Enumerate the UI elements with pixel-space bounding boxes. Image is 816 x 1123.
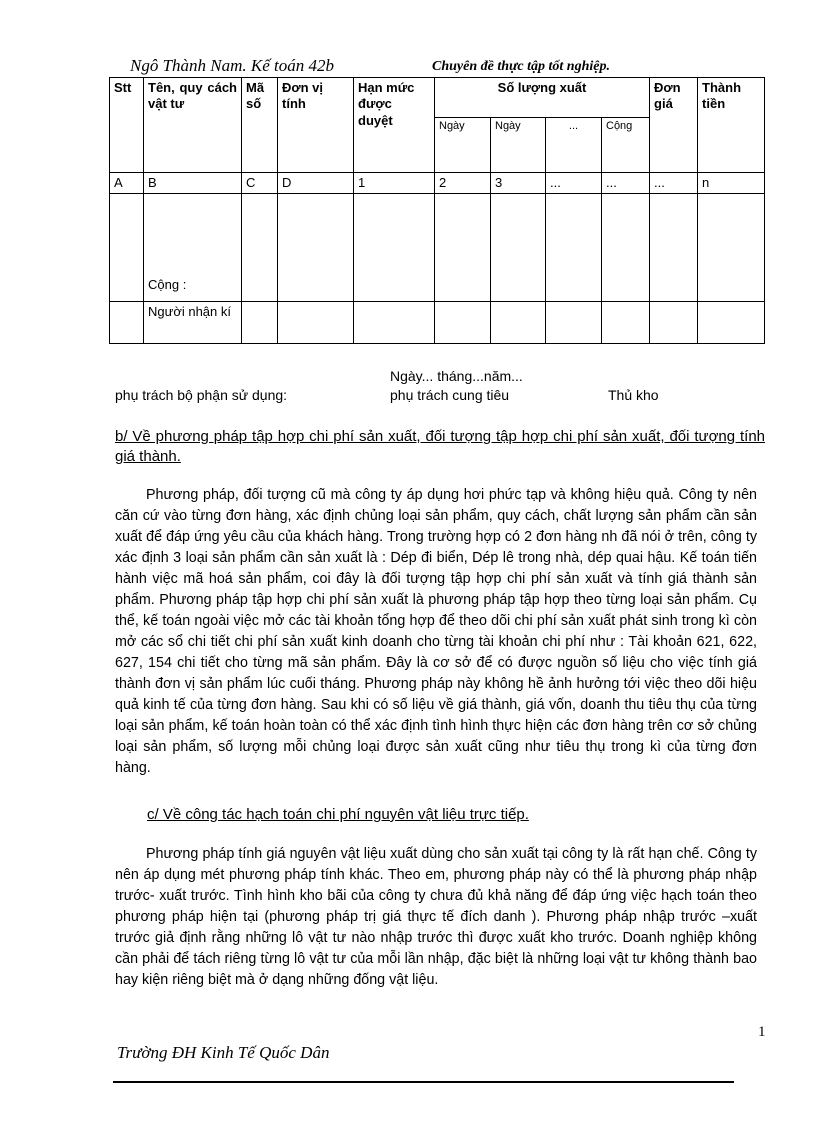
footer-university: Trường ĐH Kinh Tế Quốc Dân xyxy=(117,1043,330,1062)
header-author: Ngô Thành Nam. Kế toán 42b xyxy=(130,56,335,75)
date-line: Ngày... tháng...năm... xyxy=(390,368,523,384)
page-number: 1 xyxy=(758,1024,766,1040)
code-cell: A xyxy=(110,173,144,194)
code-cell: ... xyxy=(546,173,602,194)
signature-supply: phụ trách cung tiêu xyxy=(390,387,510,403)
code-cell: 2 xyxy=(435,173,491,194)
section-c-paragraph: Phương pháp tính giá nguyên vật liệu xuất dùng cho sản xuất tại công ty là rất hạn chế. Công ty nên áp dụng mét phương pháp tính khác. Theo em, phương pháp này có thể là phương pháp nhập trước- xuất trước. Tình hình kho bãi của công ty chưa đủ khả năng để đáp ứng việc hạch toán theo phương pháp hiện tại (phương pháp trị giá thực tế đích danh ). Phương pháp nhập trước –xuất trước giả định rằng những lô vật tư nào nhập trước thì được xuất kho trước. Doanh nghiệp không cần phải để tách riêng từng lô vật tư của mỗi lần nhập, đặc biệt là những loại vật tư không thành bao hay kiện riêng biệt mà ở dạng những đống vật liệu. xyxy=(115,846,757,988)
subheader-day-2: Ngày xyxy=(491,118,546,173)
col-header-name: Tên, quy cách vật tư xyxy=(144,78,242,173)
code-cell: 1 xyxy=(354,173,435,194)
subheader-total: Cộng xyxy=(602,118,650,173)
code-cell: ... xyxy=(602,173,650,194)
section-b-heading: b/ Về phương pháp tập hợp chi phí sản xuất, đối tượng tập hợp chi phí sản xuất, đối tượng tính giá thành. xyxy=(115,428,765,465)
section-b-paragraph: Phương pháp, đối tượng cũ mà công ty áp dụng hơi phức tạp và không hiệu quả. Công ty nên căn cứ vào từng đơn hàng, xác định chủng loại sản phẩm, quy cách, chất lượng sản phẩm cần sản xuất để đáp ứng yêu cầu của khách hàng. Trong trường hợp có 2 đơn hàng nh đã nói ở trên, công ty xác định 3 loại sản phẩm cần sản xuất là : Dép đi biển, Dép lê trong nhà, dép quai hậu. Kế toán tiến hành việc mã hoá sản phẩm, coi đây là đối tượng tập hợp chi phí sản xuất và tính giá thành sản phẩm. Phương pháp tập hợp chi phí sản xuất là phương pháp tập hợp theo từng loại sản phẩm. Cụ thể, kế toán ngoài việc mở các tài khoản tổng hợp để theo dõi chi phí sản xuất phát sinh trong kì còn mở các sổ chi tiết chi phí sản xuất kinh doanh cho từng tài khoản chi phí như : Tài khoản 621, 622, 627, 154 chi tiết cho từng mã sản phẩm. Đây là cơ sở để có được nguồn số liệu cho việc tính giá thành đơn vị sản phẩm lúc cuối tháng. Phương pháp này không hề ảnh hưởng tới việc theo dõi hiệu quả kinh tế của từng đơn hàng. Sau khi có số liệu về giá thành, giá vốn, doanh thu tiêu thụ của từng loại sản phẩm, kế toán hoàn toàn có thể xác định tình hình thực hiện các đơn hàng trên cơ sở chủng loại sản phẩm, số lượng mỗi chủng loại được sản xuất cũng như tiêu thụ trong kì của từng đơn hàng. xyxy=(115,487,757,776)
footer-rule xyxy=(113,1081,734,1083)
col-header-unit: Đơn vị tính xyxy=(278,78,354,173)
code-cell: D xyxy=(278,173,354,194)
col-header-code: Mã số xyxy=(242,78,278,173)
code-cell: n xyxy=(698,173,765,194)
col-header-limit: Hạn mức được duyệt xyxy=(354,78,435,173)
code-cell: 3 xyxy=(491,173,546,194)
col-header-stt: Stt xyxy=(110,78,144,173)
code-cell: ... xyxy=(650,173,698,194)
subheader-dots: ... xyxy=(546,118,602,173)
material-issue-table xyxy=(109,77,765,344)
header-title: Chuyên đề thực tập tốt nghiệp. xyxy=(432,59,610,74)
subheader-day-1: Ngày xyxy=(435,118,491,173)
col-header-quantity: Số lượng xuất xyxy=(435,78,650,118)
col-header-unit-price: Đơn giá xyxy=(650,78,698,173)
col-header-amount: Thành tiền xyxy=(698,78,765,173)
total-label: Cộng : xyxy=(144,194,242,302)
section-c-heading: c/ Về công tác hạch toán chi phí nguyên vật liệu trực tiếp. xyxy=(147,806,529,823)
signer-label: Người nhận kí xyxy=(144,302,242,344)
code-cell: C xyxy=(242,173,278,194)
code-cell: B xyxy=(144,173,242,194)
signature-storekeeper: Thủ kho xyxy=(608,387,659,403)
signature-department: phụ trách bộ phận sử dụng: xyxy=(115,387,288,403)
